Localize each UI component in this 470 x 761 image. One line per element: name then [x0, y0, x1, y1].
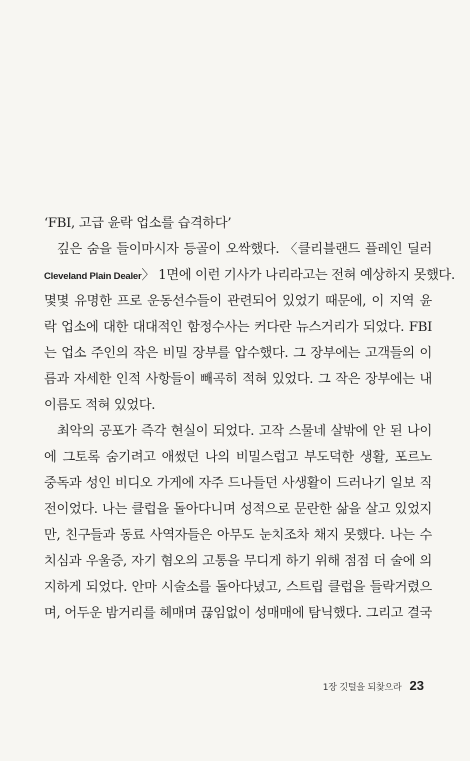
text-line	[44, 263, 455, 289]
page-footer	[323, 678, 424, 693]
text-line: 전이었다. 나는 클럽을 돌아다니며 성적으로 문란한 삶을 살고 있었지	[44, 502, 432, 517]
text-line: 최악의 공포가 즉각 현실이 되었다. 고작 스물네 살밖에 안 된 나이	[57, 424, 432, 439]
chapter-title: 1장 깃털을 되찾으라	[322, 683, 402, 693]
text-line: 만, 친구들과 동료 사역자들은 아무도 눈치조차 채지 못했다. 나는 수	[44, 528, 432, 543]
section-heading: ‘FBI, 고급 윤락 업소를 습격하다’	[44, 216, 232, 231]
text-line: 몇몇 유명한 프로 운동선수들이 관련되어 있었기 때문에, 이 지역 윤	[44, 294, 432, 309]
text-line: 치심과 우울증, 자기 혐오의 고통을 무디게 하기 위해 점점 더 술에 의	[44, 554, 432, 569]
text-line: 는 업소 주인의 작은 비밀 장부를 압수했다. 그 장부에는 고객들의 이	[44, 346, 432, 361]
text-line: 름과 자세한 인적 사항들이 빼곡히 적혀 있었다. 그 작은 장부에는 내	[44, 372, 432, 387]
text-line: 이름도 적혀 있었다.	[44, 398, 156, 413]
page-number: 23	[409, 678, 424, 693]
text-line: 깊은 숨을 들이마시자 등골이 오싹했다. 〈클리블랜드 플레인 딜러	[57, 242, 432, 257]
text-line: 중독과 성인 비디오 가게에 자주 드나들던 사생활이 드러나기 일보 직	[44, 476, 432, 491]
text-line: 며, 어두운 밤거리를 헤매며 끊임없이 성매매에 탐닉했다. 그리고 결국	[44, 606, 432, 621]
text-line-rest: 〉 1면에 이런 기사가 나리라고는 전혀 예상하지 못했다.	[141, 268, 455, 283]
text-line: 지하게 되었다. 안마 시술소를 돌아다녔고, 스트립 클럽을 들락거렸으	[44, 580, 432, 595]
english-title: Cleveland Plain Dealer	[44, 271, 142, 282]
text-line: 락 업소에 대한 대대적인 함정수사는 커다란 뉴스거리가 되었다. FBI	[44, 320, 432, 335]
body-text	[44, 211, 455, 627]
text-line: 에 그토록 숨기려고 애썼던 나의 비밀스럽고 부도덕한 생활, 포르노	[44, 450, 432, 465]
